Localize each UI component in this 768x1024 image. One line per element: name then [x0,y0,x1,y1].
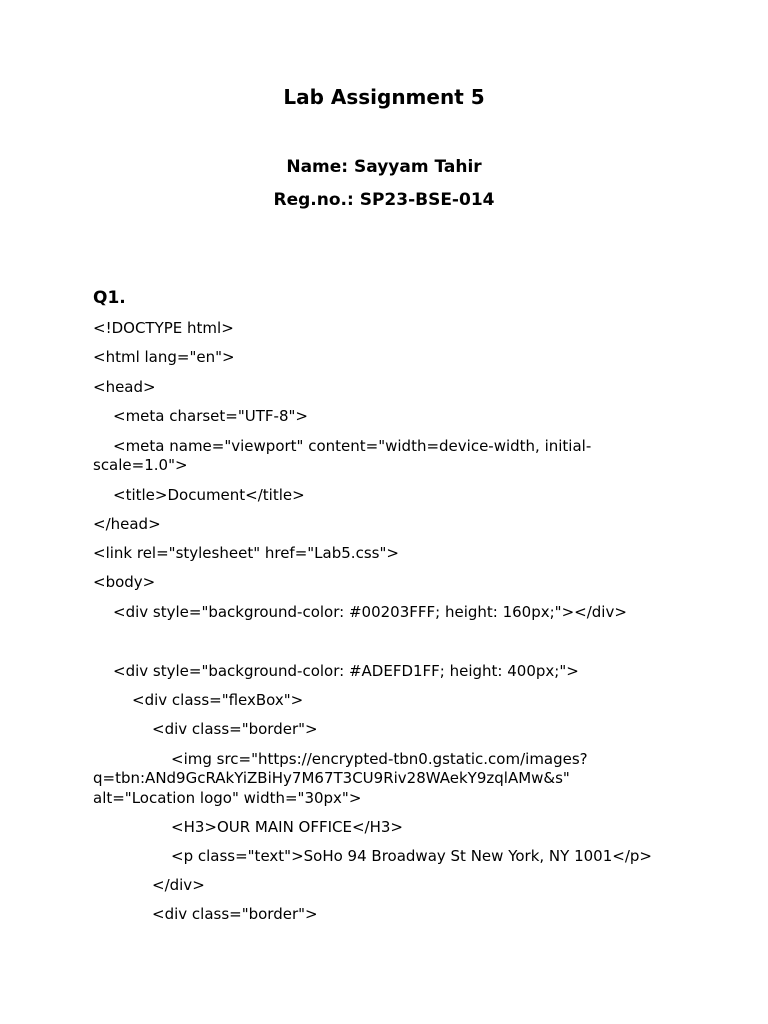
registration-number: Reg.no.: SP23-BSE-014 [273,190,495,210]
document-title: Lab Assignment 5 [283,85,485,109]
code-line: <meta charset="UTF-8"> [113,407,308,425]
code-line: </head> [93,515,161,533]
code-line: scale=1.0"> [93,456,188,474]
student-name: Name: Sayyam Tahir [286,157,482,177]
code-line: <meta name="viewport" content="width=device-width, initial- [113,437,592,455]
code-line: <p class="text">SoHo 94 Broadway St New York, NY 1001</p> [171,847,652,865]
code-line: <body> [93,573,156,591]
code-line: <div class="flexBox"> [132,691,304,709]
code-line: <html lang="en"> [93,348,235,366]
code-line: alt="Location logo" width="30px"> [93,789,362,807]
code-line: <H3>OUR MAIN OFFICE</H3> [171,818,404,836]
code-line: <head> [93,378,156,396]
code-line: <!DOCTYPE html> [93,319,234,337]
code-line: <div class="border"> [152,720,318,738]
question-heading: Q1. [93,288,126,308]
code-line: <div style="background-color: #00203FFF; height: 160px;"></div> [113,603,627,621]
code-line: <div class="border"> [152,905,318,923]
code-line: <link rel="stylesheet" href="Lab5.css"> [93,544,399,562]
code-line: q=tbn:ANd9GcRAkYiZBiHy7M67T3CU9Riv28WAekY9zqlAMw&s" [93,769,570,787]
code-line: <div style="background-color: #ADEFD1FF; height: 400px;"> [113,662,579,680]
code-line: </div> [152,876,205,894]
code-line: <img src="https://encrypted-tbn0.gstatic.com/images? [171,750,588,768]
code-line: <title>Document</title> [113,486,305,504]
